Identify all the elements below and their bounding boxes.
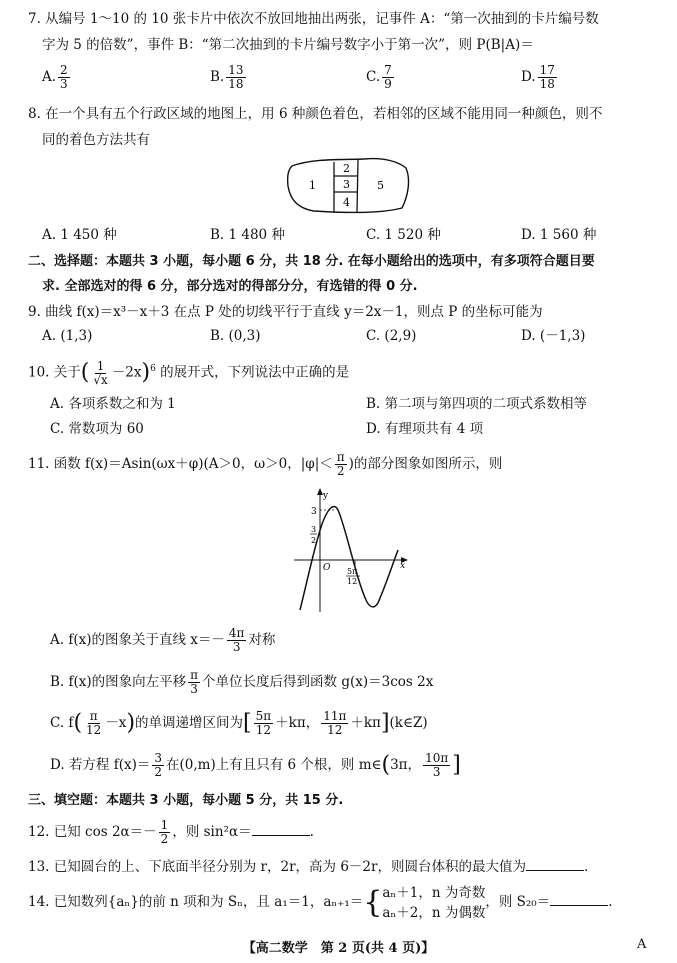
q11-option-d: D. 若方程 f(x)＝ $\frac{3}{2}$ 在(0,m)上有且只有 6 个根，则 m∈(3π， $\frac{10\pi}{3}$ ] — [50, 751, 461, 779]
q14-answer-blank — [550, 893, 608, 906]
graph-origin: O — [323, 563, 331, 573]
q11-sine-graph — [290, 488, 410, 616]
q8-line2: 同的着色方法共有 — [42, 132, 150, 148]
q10-option-c: C. 常数项为 60 — [50, 421, 144, 437]
q11-option-c: C. f( $\frac{\pi}{12}$ －x)的单调递增区间为[ $\frac{5\pi}{12}$ ＋kπ， $\frac{11\pi}{12}$ ＋kπ](k∈Z) — [50, 709, 428, 737]
graph-xtick-num: 5π — [347, 567, 358, 576]
q7-option-a: A. $\frac{2}{3}$ — [42, 63, 68, 91]
q7-option-c: C. $\frac{7}{9}$ — [366, 63, 392, 91]
q10-option-b: B. 第二项与第四项的二项式系数相等 — [366, 396, 588, 412]
section2-line2: 求. 全部选对的得 6 分，部分选对的得部分分，有选错的得 0 分. — [42, 279, 418, 294]
paper-version: A — [637, 937, 647, 952]
map-label-3: 3 — [343, 178, 350, 191]
q10-option-a: A. 各项系数之和为 1 — [50, 396, 176, 412]
q8-option-d: D. 1 560 种 — [521, 227, 597, 243]
q8-region-map — [284, 156, 414, 216]
q7-line2: 字为 5 的倍数”，事件 B：“第二次抽到的卡片编号数字小于第一次”，则 P(B|A)＝ — [42, 37, 534, 53]
q14-stem: 14. 已知数列{aₙ}的前 n 项和为 Sₙ，且 a₁＝1，aₙ₊₁＝{ aₙ＋1，n 为奇数 aₙ＋2，n 为偶数 ，则 S₂₀＝ . — [28, 884, 613, 921]
q7-line1: 7. 从编号 1～10 的 10 张卡片中依次不放回地抽出两张，记事件 A：“第一次抽到的卡片编号数 — [28, 11, 599, 27]
q9-option-d: D. (－1,3) — [521, 328, 586, 344]
q7-option-b: B. $\frac{13}{18}$ — [210, 63, 244, 91]
q9-option-b: B. (0,3) — [210, 328, 261, 344]
map-label-1: 1 — [309, 179, 316, 192]
q8-option-c: C. 1 520 种 — [366, 227, 441, 243]
graph-ytick-frac-num: 3 — [311, 525, 317, 534]
q11-option-a: A. f(x)的图象关于直线 x＝－ $\frac{4\pi}{3}$ 对称 — [50, 626, 276, 654]
map-label-5: 5 — [377, 179, 384, 192]
q13-answer-blank — [526, 858, 584, 871]
q7-option-d: D. $\frac{17}{18}$ — [521, 63, 555, 91]
map-label-4: 4 — [343, 196, 350, 209]
map-label-2: 2 — [343, 162, 350, 175]
q12-answer-blank — [252, 823, 310, 836]
graph-ylabel: y — [323, 491, 329, 501]
graph-ytick-3: 3 — [311, 507, 317, 517]
page-footer: 【高二数学 第 2 页(共 4 页)】 — [242, 941, 435, 956]
graph-ytick-frac-den: 2 — [311, 536, 317, 545]
q8-option-a: A. 1 450 种 — [42, 227, 117, 243]
graph-xlabel: x — [400, 561, 406, 571]
q13-stem: 13. 已知圆台的上、下底面半径分别为 r，2r，高为 6－2r，则圆台体积的最大值为 . — [28, 859, 589, 875]
graph-xtick-den: 12 — [347, 577, 358, 586]
q11-stem: 11. 函数 f(x)＝Asin(ωx＋φ)(A＞0，ω＞0，|φ|＜ $\frac{\pi}{2}$ )的部分图象如图所示，则 — [28, 450, 503, 478]
q9-stem: 9. 曲线 f(x)＝x³－x＋3 在点 P 处的切线平行于直线 y＝2x－1，则点 P 的坐标可能为 — [28, 304, 543, 320]
q9-option-c: C. (2,9) — [366, 328, 417, 344]
q11-option-b: B. f(x)的图象向左平移 $\frac{\pi}{3}$ 个单位长度后得到函数 g(x)＝3cos 2x — [50, 668, 434, 696]
q10-stem: 10. 关于( $\frac{1}{√x}$ －2x)$^6$ 的展开式，下列说法中正确的是 — [28, 358, 350, 387]
q12-stem: 12. 已知 cos 2α＝－ $\frac{1}{2}$ ，则 sin²α＝ . — [28, 818, 314, 846]
section3-header: 三、填空题：本题共 3 小题，每小题 5 分，共 15 分. — [28, 793, 344, 808]
section2-line1: 二、选择题：本题共 3 小题，每小题 6 分，共 18 分. 在每小题给出的选项中，有多项符合题目要 — [28, 254, 595, 269]
q10-option-d: D. 有理项共有 4 项 — [366, 421, 484, 437]
q8-line1: 8. 在一个具有五个行政区域的地图上，用 6 种颜色着色，若相邻的区域不能用同一种颜色，则不 — [28, 106, 603, 122]
q9-option-a: A. (1,3) — [42, 328, 93, 344]
q8-option-b: B. 1 480 种 — [210, 227, 285, 243]
